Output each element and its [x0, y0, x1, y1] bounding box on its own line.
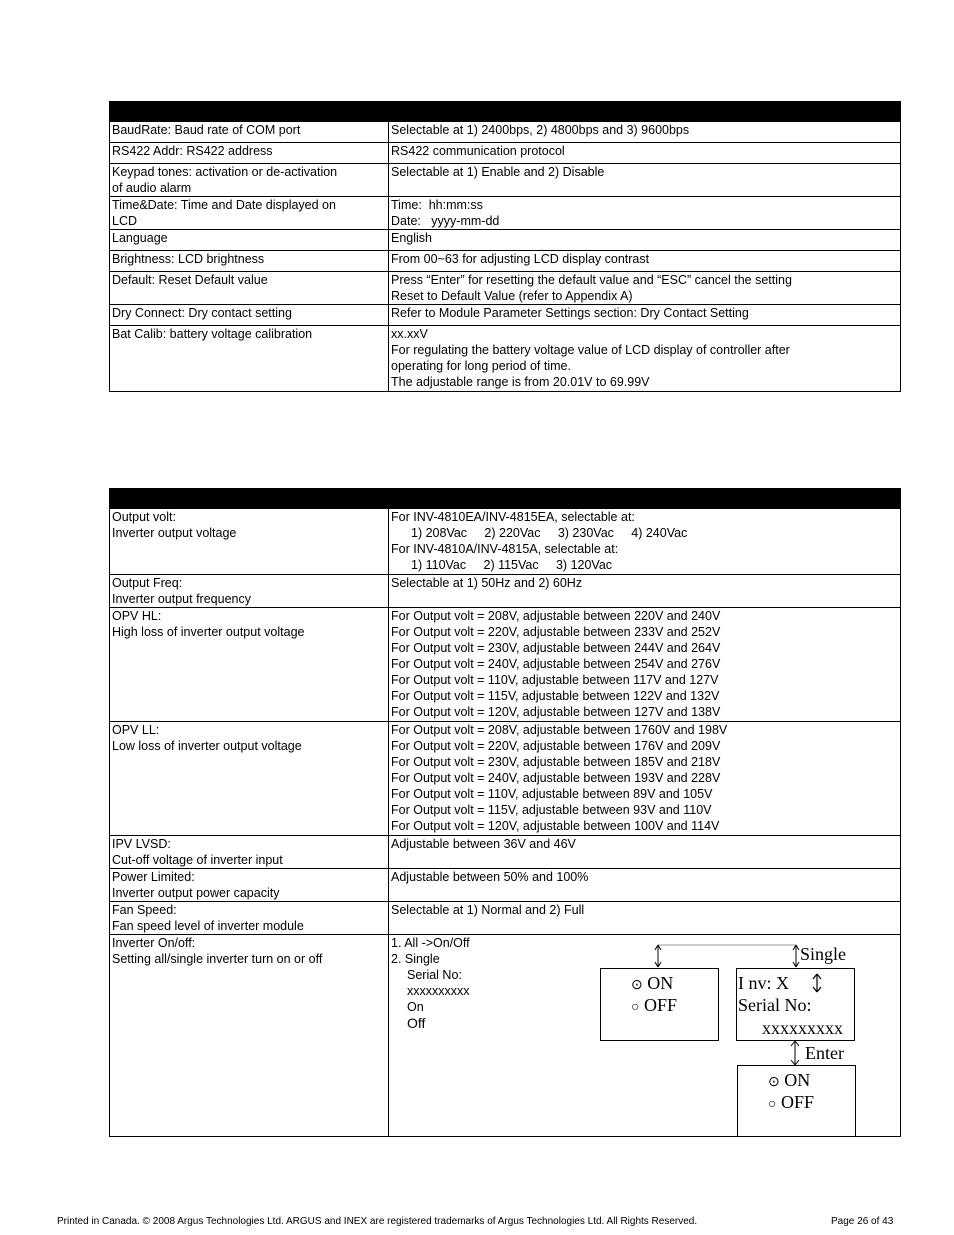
table-row: [110, 902, 901, 935]
param-line: Keypad tones: activation or de-activation: [112, 165, 338, 179]
desc-line: For Output volt = 230V, adjustable between 185V and 218V: [391, 755, 721, 769]
param-line: Time&Date: Time and Date displayed on: [112, 198, 336, 212]
desc-line: For INV-4810A/INV-4815A, selectable at:: [391, 542, 619, 556]
table-row: [110, 326, 901, 392]
table-row: [110, 143, 901, 164]
table-row: [110, 722, 901, 836]
desc-cell: [389, 164, 901, 197]
param-line: Cut-off voltage of inverter input: [112, 853, 283, 867]
desc-line: From 00~63 for adjusting LCD display contrast: [391, 252, 650, 266]
desc-line: Selectable at 1) 2400bps, 2) 4800bps and 3) 9600bps: [391, 123, 690, 137]
desc-line: RS422 communication protocol: [391, 144, 565, 158]
table-header-row: [110, 102, 901, 122]
param-line: Output Freq:: [112, 576, 183, 590]
desc-line: Reset to Default Value (refer to Appendix A): [391, 289, 633, 303]
single-onoff-box: [737, 1065, 856, 1137]
table-body: [110, 122, 901, 392]
radio-off-icon: ○: [631, 1000, 640, 1015]
param-line: Bat Calib: battery voltage calibration: [112, 327, 313, 341]
desc-cell: [389, 902, 901, 935]
param-cell: [110, 143, 389, 164]
on-label: ON: [647, 973, 674, 993]
desc-line: Off: [407, 1015, 426, 1031]
param-line: Inverter output power capacity: [112, 886, 280, 900]
enter-arrow-icon: [788, 1040, 802, 1066]
param-line: Brightness: LCD brightness: [112, 252, 265, 266]
header-cell: [110, 102, 389, 122]
single-label: Single: [800, 944, 847, 964]
off-label: OFF: [643, 995, 677, 1015]
desc-line: For Output volt = 120V, adjustable between 127V and 138V: [391, 705, 721, 719]
table-row: [110, 509, 901, 575]
param-line: BaudRate: Baud rate of COM port: [112, 123, 301, 137]
param-cell: [110, 197, 389, 230]
param-cell: [110, 722, 389, 836]
param-line: Dry Connect: Dry contact setting: [112, 306, 292, 320]
desc-line: For Output volt = 115V, adjustable between 93V and 110V: [391, 803, 712, 817]
desc-line: For Output volt = 120V, adjustable between 100V and 114V: [391, 819, 720, 833]
param-cell: [110, 869, 389, 902]
lcd-settings-table: [109, 101, 901, 392]
param-cell: [110, 251, 389, 272]
desc-cell: [389, 197, 901, 230]
table-row: [110, 164, 901, 197]
param-line: of audio alarm: [112, 181, 192, 195]
desc-line: For Output volt = 230V, adjustable between 244V and 264V: [391, 641, 721, 655]
desc-line: For Output volt = 240V, adjustable between 193V and 228V: [391, 771, 721, 785]
desc-line: Selectable at 1) 50Hz and 2) 60Hz: [391, 576, 583, 590]
desc-cell: [389, 722, 901, 836]
table-row: [110, 305, 901, 326]
param-line: LCD: [112, 214, 138, 228]
desc-line: 2. Single: [391, 952, 440, 966]
desc-line: 1) 208Vac 2) 220Vac 3) 230Vac 4) 240Vac: [411, 526, 688, 540]
radio-off-row: [631, 994, 677, 1019]
desc-line: For Output volt = 208V, adjustable between 1760V and 198V: [391, 723, 728, 737]
desc-line: Time: hh:mm:ss: [391, 198, 483, 212]
param-cell: [110, 935, 389, 1137]
desc-line: English: [391, 231, 432, 245]
desc-line: Adjustable between 36V and 46V: [391, 837, 576, 851]
desc-cell: [389, 575, 901, 608]
desc-line: Selectable at 1) Enable and 2) Disable: [391, 165, 605, 179]
desc-line: Selectable at 1) Normal and 2) Full: [391, 903, 585, 917]
desc-cell: [389, 608, 901, 722]
desc-line: xxxxxxxxxx: [407, 984, 470, 998]
param-line: Fan speed level of inverter module: [112, 919, 304, 933]
param-cell: [110, 164, 389, 197]
param-cell: [110, 230, 389, 251]
param-cell: [110, 836, 389, 869]
desc-line: For Output volt = 208V, adjustable between 220V and 240V: [391, 609, 721, 623]
desc-cell: [389, 869, 901, 902]
footer-copyright: Printed in Canada. © 2008 Argus Technologies Ltd. ARGUS and INEX are registered trademarks of Argus Technologies Ltd. All Rights Reserved.: [57, 1216, 698, 1227]
param-line: Output volt:: [112, 510, 176, 524]
header-cell: [110, 489, 389, 509]
radio-on-icon: ⊙: [631, 978, 643, 993]
radio-off-row: [768, 1091, 814, 1116]
table-header-row: [110, 489, 901, 509]
desc-line: For INV-4810EA/INV-4815EA, selectable at:: [391, 510, 635, 524]
param-cell: [110, 122, 389, 143]
desc-line: On: [407, 1000, 424, 1014]
desc-line: Adjustable between 50% and 100%: [391, 870, 589, 884]
param-cell: [110, 509, 389, 575]
param-cell: [110, 326, 389, 392]
param-line: IPV LVSD:: [112, 837, 171, 851]
param-line: Low loss of inverter output voltage: [112, 739, 302, 753]
desc-line: For Output volt = 110V, adjustable between 117V and 127V: [391, 673, 719, 687]
table-row: [110, 575, 901, 608]
desc-cell: [389, 836, 901, 869]
table-row: [110, 230, 901, 251]
table-row: [110, 122, 901, 143]
desc-line: xx.xxV: [391, 327, 428, 341]
table-row: [110, 197, 901, 230]
param-line: OPV HL:: [112, 609, 162, 623]
on-label: ON: [784, 1070, 811, 1090]
param-line: Setting all/single inverter turn on or off: [112, 952, 323, 966]
desc-line: Date: yyyy-mm-dd: [391, 214, 500, 228]
desc-cell: [389, 122, 901, 143]
param-cell: [110, 272, 389, 305]
desc-line: For Output volt = 220V, adjustable between 233V and 252V: [391, 625, 721, 639]
desc-line: The adjustable range is from 20.01V to 69.99V: [391, 375, 650, 389]
serial-value: xxxxxxxxx: [762, 1018, 843, 1038]
footer-page-number: Page 26 of 43: [831, 1216, 894, 1227]
enter-label: Enter: [805, 1043, 844, 1063]
desc-cell: [389, 509, 901, 575]
desc-line: For regulating the battery voltage value of LCD display of controller after: [391, 343, 790, 357]
param-cell: [110, 902, 389, 935]
desc-line: For Output volt = 110V, adjustable between 89V and 105V: [391, 787, 713, 801]
up-down-arrow-icon: [811, 973, 823, 993]
param-cell: [110, 608, 389, 722]
desc-line: 1) 110Vac 2) 115Vac 3) 120Vac: [411, 558, 613, 572]
desc-line: For Output volt = 115V, adjustable between 122V and 132V: [391, 689, 720, 703]
param-line: Inverter On/off:: [112, 936, 196, 950]
param-line: Power Limited:: [112, 870, 195, 884]
radio-on-icon: ⊙: [768, 1075, 780, 1090]
table-row: [110, 869, 901, 902]
param-line: RS422 Addr: RS422 address: [112, 144, 273, 158]
desc-line: 1. All ->On/Off: [391, 936, 470, 950]
desc-cell: [389, 326, 901, 392]
param-line: Default: Reset Default value: [112, 273, 268, 287]
all-onoff-box: [600, 968, 719, 1041]
desc-line: operating for long period of time.: [391, 359, 571, 373]
desc-line: For Output volt = 220V, adjustable between 176V and 209V: [391, 739, 721, 753]
param-line: Language: [112, 231, 168, 245]
desc-cell: [389, 305, 901, 326]
param-cell: [110, 305, 389, 326]
header-cell: [389, 489, 901, 509]
off-label: OFF: [780, 1092, 814, 1112]
desc-cell: [389, 251, 901, 272]
table-row: [110, 608, 901, 722]
param-line: OPV LL:: [112, 723, 160, 737]
param-line: Inverter output voltage: [112, 526, 237, 540]
param-cell: [110, 575, 389, 608]
single-serial-box: [736, 968, 855, 1041]
table-row: [110, 272, 901, 305]
desc-line: Press “Enter” for resetting the default value and “ESC” cancel the setting: [391, 273, 792, 287]
serial-label: Serial No:: [738, 995, 812, 1015]
param-line: Inverter output frequency: [112, 592, 251, 606]
header-cell: [389, 102, 901, 122]
desc-cell: [389, 143, 901, 164]
radio-off-icon: ○: [768, 1097, 777, 1112]
desc-cell: [389, 272, 901, 305]
param-line: High loss of inverter output voltage: [112, 625, 305, 639]
param-line: Fan Speed:: [112, 903, 177, 917]
inv-label: I nv: X: [738, 973, 789, 993]
table-row: [110, 251, 901, 272]
desc-line: For Output volt = 240V, adjustable between 254V and 276V: [391, 657, 721, 671]
desc-line: Serial No:: [407, 968, 462, 982]
desc-cell: [389, 230, 901, 251]
table-row: [110, 836, 901, 869]
desc-line: Refer to Module Parameter Settings section: Dry Contact Setting: [391, 306, 749, 320]
